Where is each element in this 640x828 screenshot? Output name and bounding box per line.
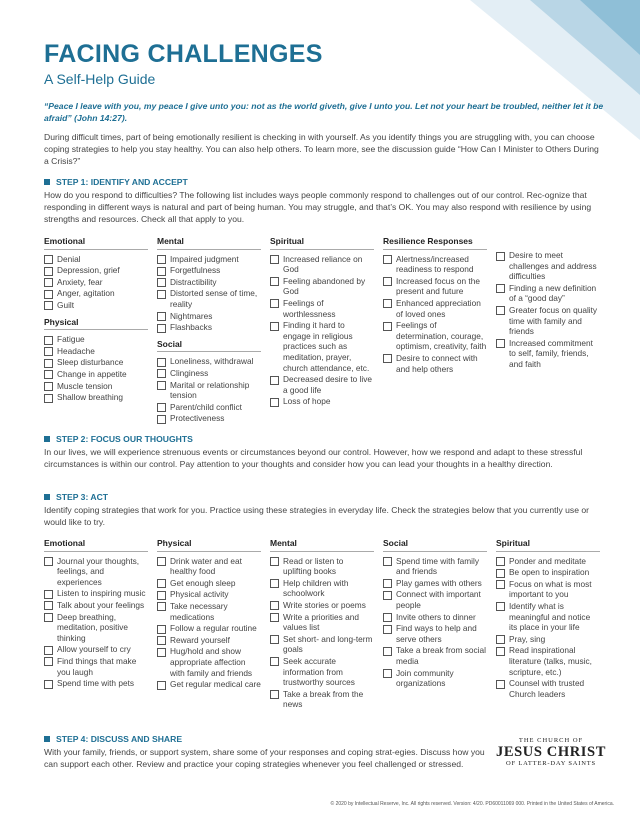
checklist-item-label: Distorted sense of time, reality: [170, 288, 258, 309]
checklist: [157, 356, 261, 424]
checkbox[interactable]: [383, 277, 392, 286]
column-heading: Mental: [157, 236, 261, 250]
checkbox[interactable]: [270, 657, 279, 666]
checklist-item: [157, 254, 261, 265]
checkbox[interactable]: [44, 336, 53, 345]
checklist-item-label: Desire to connect with and help others: [396, 352, 478, 374]
checklist: [496, 556, 600, 700]
checkbox[interactable]: [383, 669, 392, 678]
checkbox[interactable]: [496, 557, 505, 566]
step4-text: With your family, friends, or support system, share some of your responses and coping strat-egies. Discuss how you can support each other. Review and practice your coping strategies whenever you feel challenged or stressed.: [44, 747, 485, 769]
checklist-item-label: Identify what is meaningful and notice its place in your life: [509, 600, 591, 633]
checklist-item: [157, 589, 261, 600]
step1-heading: [44, 177, 188, 187]
checkbox[interactable]: [44, 613, 53, 622]
logo-line3: OF LATTER-DAY SAINTS: [506, 760, 596, 767]
checklist-item-label: Loss of hope: [283, 396, 331, 407]
step3-col-mental: [270, 538, 374, 711]
column-heading: Social: [383, 538, 487, 552]
checklist-item-label: Feeling abandoned by God: [283, 275, 366, 297]
checklist-item-label: Hug/hold and show appropriate affection with family and friends: [170, 646, 253, 678]
checklist-item: [383, 254, 487, 275]
checklist-item-label: Find ways to help and serve others: [396, 623, 477, 644]
checkbox[interactable]: [157, 648, 166, 657]
checkbox[interactable]: [270, 299, 279, 308]
checklist-item-label: Take a break from social media: [396, 645, 486, 666]
column-heading: Mental: [270, 538, 374, 552]
checkbox[interactable]: [157, 267, 166, 276]
checkbox[interactable]: [383, 299, 392, 308]
checklist-item-label: Spend time with pets: [57, 678, 135, 689]
checkbox[interactable]: [383, 557, 392, 566]
checklist-item-label: Greater focus on quality time with family and friends: [509, 304, 598, 337]
checklist: [383, 254, 487, 375]
checkbox[interactable]: [157, 415, 166, 424]
checklist-item: [44, 381, 148, 392]
column-heading: Spiritual: [270, 236, 374, 250]
checklist-item: [383, 298, 487, 319]
step4-heading: [44, 734, 182, 744]
checkbox[interactable]: [496, 339, 505, 348]
checkbox[interactable]: [270, 613, 279, 622]
checklist-item: [157, 265, 261, 276]
checklist-item: [270, 556, 374, 577]
step1-col-spiritual: [270, 236, 374, 408]
checkbox[interactable]: [157, 381, 166, 390]
checkbox[interactable]: [157, 403, 166, 412]
checklist-item-label: Change in appetite: [57, 368, 127, 379]
checklist-item-label: Fatigue: [57, 334, 85, 345]
step3-col-social: [383, 538, 487, 690]
checklist-item: [496, 634, 600, 645]
checklist: [270, 254, 374, 407]
checklist-item-label: Anger, agitation: [57, 288, 115, 299]
checkbox[interactable]: [383, 322, 392, 331]
checklist-item-label: Allow yourself to cry: [57, 644, 131, 655]
checklist-item: [383, 612, 487, 623]
checklist-item: [496, 250, 600, 282]
checklist-item: [496, 567, 600, 578]
checklist-item: [383, 353, 487, 374]
checklist: [44, 556, 148, 689]
checklist-item-label: Connect with important people: [396, 589, 481, 610]
step4-heading-text: STEP 4: DISCUSS AND SHARE: [56, 734, 183, 744]
scripture-quote: “Peace I leave with you, my peace I give unto you: not as the world giveth, give I unto you. Let not your heart be troubled, neither let it be afraid” (John 14:27).: [44, 101, 604, 123]
checklist-item: [270, 634, 374, 655]
checklist-item-label: Invite others to dinner: [396, 611, 476, 622]
checklist-item: [44, 334, 148, 345]
checklist-item-label: Increased reliance on God: [283, 253, 363, 275]
checklist-item: [270, 254, 374, 275]
step3-col-spiritual: [496, 538, 600, 700]
checkbox[interactable]: [157, 636, 166, 645]
checklist-item: [496, 579, 600, 600]
checklist-item-label: Get regular medical care: [170, 679, 261, 690]
checkbox[interactable]: [383, 354, 392, 363]
checklist-item: [383, 645, 487, 666]
checklist: [157, 556, 261, 690]
column-heading: Spiritual: [496, 538, 600, 552]
checklist-item: [44, 369, 148, 380]
checklist-item-label: Join community organizations: [396, 667, 454, 689]
checkbox[interactable]: [44, 267, 53, 276]
step3-col-emotional: [44, 538, 148, 690]
checklist-item: [383, 623, 487, 644]
checkbox[interactable]: [157, 602, 166, 611]
checklist-item: [157, 380, 261, 401]
checklist-item: [44, 254, 148, 265]
checkbox[interactable]: [44, 301, 53, 310]
checklist-item-label: Be open to inspiration: [509, 567, 590, 578]
checklist-item-label: Focus on what is most important to you: [509, 578, 592, 600]
checklist-item-label: Protectiveness: [170, 413, 225, 424]
checklist-item: [270, 656, 374, 688]
checkbox[interactable]: [44, 601, 53, 610]
checkbox[interactable]: [157, 681, 166, 690]
checklist-item: [44, 644, 148, 655]
checkbox[interactable]: [383, 647, 392, 656]
intro-paragraph: During difficult times, part of being emotionally resilient is checking in with yourself. As you identify things you are struggling with, you can choose coping strategies to help you stay healthy. You can also help others. To learn more, see the discussion guide “How Can I Minister to Others During a Crisis?”: [44, 132, 599, 166]
checklist: [44, 254, 148, 311]
checklist-item: [157, 288, 261, 309]
checkbox[interactable]: [270, 398, 279, 407]
checklist-item: [44, 346, 148, 357]
step1-col-mental: [157, 236, 261, 425]
column-heading: Emotional: [44, 538, 148, 552]
checklist-item: [157, 679, 261, 690]
step1-col-resilience-cont: [496, 250, 600, 371]
checklist-item-label: Desire to meet challenges and address difficulties: [509, 250, 597, 282]
checkbox[interactable]: [496, 647, 505, 656]
checkbox[interactable]: [157, 579, 166, 588]
checklist-item-label: Read or listen to uplifting books: [283, 555, 344, 577]
checkbox[interactable]: [383, 625, 392, 634]
checkbox[interactable]: [44, 680, 53, 689]
checklist: [383, 556, 487, 689]
checklist-item-label: Spend time with family and friends: [396, 555, 480, 577]
checklist-item: [270, 396, 374, 407]
checklist-item: [270, 612, 374, 633]
checkbox[interactable]: [44, 290, 53, 299]
checklist-item: [157, 356, 261, 367]
checklist-item: [157, 635, 261, 646]
checklist-item: [44, 265, 148, 276]
checkbox[interactable]: [44, 255, 53, 264]
checklist-item: [157, 322, 261, 333]
checklist-item-label: Deep breathing, meditation, positive thinking: [57, 611, 129, 643]
step3-heading: [44, 492, 108, 502]
checklist-item-label: Decreased desire to live a good life: [283, 374, 373, 395]
checkbox[interactable]: [383, 255, 392, 264]
checkbox[interactable]: [157, 369, 166, 378]
checklist-item-label: Play games with others: [396, 577, 482, 588]
checklist-item-label: Denial: [57, 253, 81, 264]
checklist-item: [157, 368, 261, 379]
checkbox[interactable]: [496, 680, 505, 689]
checkbox[interactable]: [44, 347, 53, 356]
checklist-item: [496, 556, 600, 567]
checklist-item-label: Nightmares: [170, 310, 213, 321]
checklist-item-label: Forgetfulness: [170, 265, 221, 276]
checklist-item-label: Journal your thoughts, feelings, and experiences: [57, 555, 140, 587]
checklist-item: [383, 668, 487, 689]
checklist-item: [157, 556, 261, 577]
checklist-item: [496, 338, 600, 370]
checklist-item: [157, 311, 261, 322]
checklist-item-label: Reward yourself: [170, 634, 230, 645]
checklist-item-label: Take necessary medications: [170, 600, 228, 622]
checkbox[interactable]: [157, 625, 166, 634]
step2-text: In our lives, we will experience strenuous events or circumstances beyond our control. However, how we respond and adapt to these stressful circumstances is within our control. Pay attention to your thoughts and consider how you can lead your thoughts in a healthy direction.: [44, 447, 583, 469]
checklist-item-label: Anxiety, fear: [57, 276, 103, 287]
checkbox[interactable]: [270, 557, 279, 566]
column-heading: Physical: [44, 317, 148, 331]
checkbox[interactable]: [270, 579, 279, 588]
checklist-item: [157, 601, 261, 622]
column-heading: Emotional: [44, 236, 148, 250]
checklist-item-label: Parent/child conflict: [170, 401, 242, 412]
checklist-item-label: Set short- and long-term goals: [283, 633, 373, 655]
step2-heading: [44, 434, 193, 444]
checklist-item-label: Ponder and meditate: [509, 555, 587, 566]
checklist-item: [496, 283, 600, 304]
checkbox[interactable]: [44, 359, 53, 368]
checkbox[interactable]: [157, 290, 166, 299]
checklist-item: [157, 402, 261, 413]
checklist-item-label: Seek accurate information from trustworthy sources: [283, 655, 355, 688]
logo-line2: JESUS CHRIST: [496, 744, 606, 760]
column-heading: Social: [157, 339, 261, 353]
checklist-item-label: Impaired judgment: [170, 253, 239, 264]
checklist-item: [270, 320, 374, 373]
step1-heading-text: STEP 1: IDENTIFY AND ACCEPT: [56, 177, 188, 187]
checklist-item-label: Talk about your feelings: [57, 599, 145, 610]
checklist-item: [44, 357, 148, 368]
checkbox[interactable]: [496, 635, 505, 644]
checkbox[interactable]: [157, 278, 166, 287]
checklist-item: [270, 689, 374, 710]
step3-heading-text: STEP 3: ACT: [56, 492, 109, 502]
checklist-item-label: Take a break from the news: [283, 688, 364, 710]
checklist-item-label: Increased commitment to self, family, friends, and faith: [509, 337, 593, 369]
bullet-square-icon: [44, 179, 50, 185]
checklist-item-label: Sleep disturbance: [57, 357, 124, 368]
checkbox[interactable]: [383, 579, 392, 588]
checklist: [270, 556, 374, 710]
checklist-item: [383, 578, 487, 589]
checklist-item: [270, 298, 374, 319]
checklist-item-label: Counsel with trusted Church leaders: [509, 678, 585, 699]
checklist-item: [383, 320, 487, 352]
checkbox[interactable]: [383, 613, 392, 622]
checkbox[interactable]: [270, 635, 279, 644]
checklist-item: [157, 277, 261, 288]
checklist-item: [157, 413, 261, 424]
checklist-item: [157, 623, 261, 634]
column-heading: Resilience Responses: [383, 236, 487, 250]
step2-heading-text: STEP 2: FOCUS OUR THOUGHTS: [56, 434, 193, 444]
checkbox[interactable]: [157, 358, 166, 367]
checklist: [496, 250, 600, 370]
checkbox[interactable]: [270, 690, 279, 699]
checklist-item-label: Alertness/increased readiness to respond: [396, 253, 474, 275]
logo-line1: THE CHURCH OF: [518, 737, 584, 744]
checklist-item: [383, 589, 487, 610]
checklist-item: [44, 600, 148, 611]
checkbox[interactable]: [270, 601, 279, 610]
checkbox[interactable]: [44, 278, 53, 287]
bullet-square-icon: [44, 436, 50, 442]
checklist-item-label: Distractibility: [170, 276, 217, 287]
checklist-item-label: Marital or relationship tension: [170, 379, 250, 401]
page-subtitle: A Self-Help Guide: [44, 71, 156, 87]
checklist-item-label: Follow a regular routine: [170, 623, 257, 634]
checklist-item-label: Write stories or poems: [283, 599, 366, 610]
checklist-item-label: Loneliness, withdrawal: [170, 356, 254, 367]
column-heading: Physical: [157, 538, 261, 552]
checklist-item-label: Increased focus on the present and future: [396, 275, 480, 297]
page-title: FACING CHALLENGES: [44, 40, 323, 68]
checklist-item: [157, 646, 261, 678]
checklist-item-label: Shallow breathing: [57, 392, 123, 403]
checklist-item-label: Feelings of worthlessness: [283, 297, 336, 319]
checklist-item-label: Help children with schoolwork: [283, 577, 349, 599]
checkbox[interactable]: [44, 370, 53, 379]
step1-text: How do you respond to difficulties? The following list includes ways people commonly respond to challenges out of our control. Rec-ognize that responding in different ways is natural and part of being human. You may struggle, and that’s OK. You may also respond with resilience by using strengths and resources. Check all that apply to you.: [44, 190, 592, 224]
checkbox[interactable]: [44, 590, 53, 599]
checklist-item: [383, 556, 487, 577]
checklist-item: [44, 612, 148, 644]
checklist-item: [44, 392, 148, 403]
checklist-item-label: Listen to inspiring music: [57, 588, 146, 599]
checklist-item-label: Find things that make you laugh: [57, 655, 137, 677]
checklist-item-label: Finding it hard to engage in religious practices such as meditation, prayer, church attendance, etc.: [283, 320, 370, 373]
checkbox[interactable]: [157, 255, 166, 264]
checklist-item-label: Pray, sing: [509, 633, 546, 644]
checkbox[interactable]: [270, 322, 279, 331]
checkbox[interactable]: [270, 376, 279, 385]
step1-col-emotional: [44, 236, 148, 404]
checkbox[interactable]: [270, 277, 279, 286]
checklist-item: [44, 556, 148, 588]
bullet-square-icon: [44, 494, 50, 500]
checklist-item-label: Physical activity: [170, 589, 229, 600]
checklist-item: [270, 374, 374, 395]
checkbox[interactable]: [44, 557, 53, 566]
checklist-item: [44, 588, 148, 599]
step3-text: Identify coping strategies that work for you. Practice using these strategies in everyday life. Check the strategies below that you currently use or would like to try.: [44, 505, 590, 527]
checklist-item: [44, 277, 148, 288]
checkbox[interactable]: [270, 255, 279, 264]
checklist-item-label: Get enough sleep: [170, 577, 236, 588]
checkbox[interactable]: [496, 252, 505, 261]
checklist-item: [44, 656, 148, 677]
checklist-item: [496, 645, 600, 677]
checkbox[interactable]: [496, 569, 505, 578]
checkbox[interactable]: [157, 591, 166, 600]
checklist-item-label: Enhanced appreciation of loved ones: [396, 297, 481, 319]
checkbox[interactable]: [44, 394, 53, 403]
checklist-item-label: Depression, grief: [57, 265, 120, 276]
checkbox[interactable]: [157, 557, 166, 566]
checklist-item: [270, 578, 374, 599]
checklist-item-label: Muscle tension: [57, 380, 113, 391]
checklist-item: [157, 578, 261, 589]
checklist-item: [496, 305, 600, 337]
checklist-item-label: Guilt: [57, 299, 75, 310]
checkbox[interactable]: [496, 580, 505, 589]
checkbox[interactable]: [44, 646, 53, 655]
checklist-item-label: Drink water and eat healthy food: [170, 555, 242, 577]
checkbox[interactable]: [44, 382, 53, 391]
step3-col-physical: [157, 538, 261, 691]
checklist-item: [270, 276, 374, 297]
checklist-item-label: Feelings of determination, courage, optimism, creativity, faith: [396, 320, 487, 352]
checklist-item-label: Finding a new definition of a “good day”: [509, 282, 597, 304]
checkbox[interactable]: [383, 591, 392, 600]
checklist-item: [44, 300, 148, 311]
checkbox[interactable]: [496, 284, 505, 293]
checkbox[interactable]: [157, 324, 166, 333]
checklist-item: [383, 276, 487, 297]
checklist: [157, 254, 261, 333]
checklist-item: [44, 678, 148, 689]
church-logo: [496, 737, 606, 767]
step1-col-resilience: [383, 236, 487, 375]
checkbox[interactable]: [496, 306, 505, 315]
checkbox[interactable]: [496, 602, 505, 611]
checklist-item-label: Read inspirational literature (talks, music, scripture, etc.): [509, 645, 592, 677]
checklist-item: [496, 678, 600, 699]
checklist-item-label: Headache: [57, 345, 95, 356]
bullet-square-icon: [44, 736, 50, 742]
checklist-item: [44, 288, 148, 299]
checklist-item-label: Clinginess: [170, 367, 209, 378]
checklist-item-label: Write a priorities and values list: [283, 611, 359, 633]
copyright-footer: © 2020 by Intellectual Reserve, Inc. All rights reserved. Version: 4/20. PD60011069 000. Printed in the United States of America.: [330, 801, 614, 807]
checklist-item: [270, 600, 374, 611]
checklist-item: [496, 601, 600, 633]
checkbox[interactable]: [44, 657, 53, 666]
checkbox[interactable]: [157, 312, 166, 321]
checklist: [44, 334, 148, 403]
checklist-item-label: Flashbacks: [170, 322, 212, 333]
